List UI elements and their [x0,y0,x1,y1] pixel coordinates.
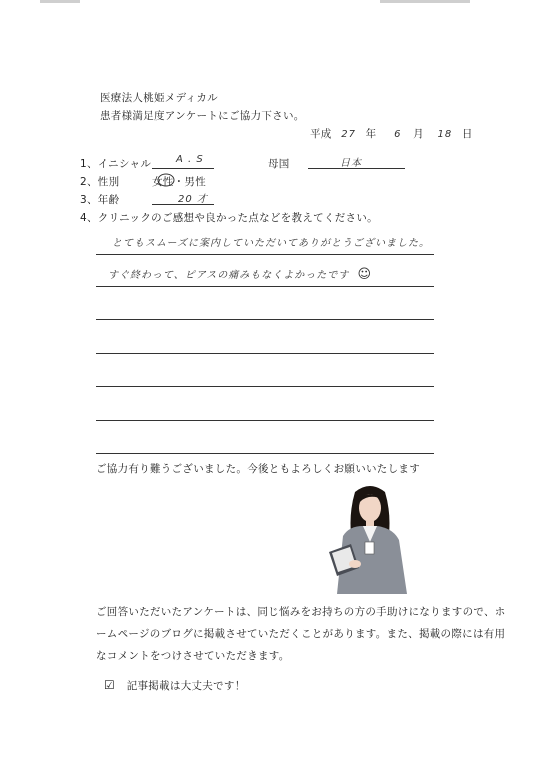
date-month-value: 6 [394,129,402,140]
feedback-question: 4、クリニックのご感想や良かった点などを教えてください。 [80,212,378,224]
answer-line [96,254,434,255]
smiley-icon: ☺ [357,267,373,282]
sex-options: 女性・男性 [152,176,206,188]
age-underline [152,204,214,205]
sex-label: 2、性別 [80,176,120,188]
scan-mark [380,0,470,3]
date-month-unit: 月 [413,128,424,140]
date-year-value: 27 [341,129,356,140]
answer-line [96,319,434,320]
comment-line-1: とてもスムーズに案内していただいてありがとうございました。 [112,238,430,249]
initials-underline [152,168,214,169]
answer-line [96,420,434,421]
answer-line [96,286,434,287]
comment-line-2 [108,266,372,282]
country-answer: 日本 [340,158,362,169]
date-era: 平成 [310,128,332,140]
notice-line-3: なコメントをつけさせていただきます。 [96,650,290,662]
organization-name: 医療法人桃姫メディカル [100,92,218,104]
date-year-unit: 年 [365,128,377,140]
date-day-value: 18 [437,129,453,140]
consent-row [104,678,246,693]
date-row [310,126,473,141]
thanks-message: ご協力有り難うございました。今後ともよろしくお願いいたします [96,463,420,475]
age-label: 3、年齢 [80,194,120,206]
sex-selection-circle-icon [156,172,176,188]
form-title: 患者様満足度アンケートにご協力下さい。 [100,110,305,122]
country-label: 母国 [268,158,290,170]
staff-woman-illustration [325,482,415,594]
comment-line-2-text: すぐ終わって、ピアスの痛みもなくよかったです [108,270,350,281]
date-day-unit: 日 [461,128,473,140]
answer-line [96,353,434,354]
notice-line-2: ームページのブログに掲載させていただくことがあります。また、掲載の際には有用 [96,628,506,640]
consent-label: 記事掲載は大丈夫です！ [126,680,246,692]
country-underline [308,168,405,169]
answer-line [96,386,434,387]
initials-label: 1、イニシャル [80,158,152,170]
scan-mark [40,0,80,3]
checkbox-checked-icon: ☑ [104,678,116,692]
answer-line [96,453,434,454]
age-answer: 20 才 [178,194,208,205]
initials-answer: A . S [176,154,204,165]
notice-line-1: ご回答いただいたアンケートは、同じ悩みをお持ちの方の手助けになりますので、ホ [96,606,506,618]
